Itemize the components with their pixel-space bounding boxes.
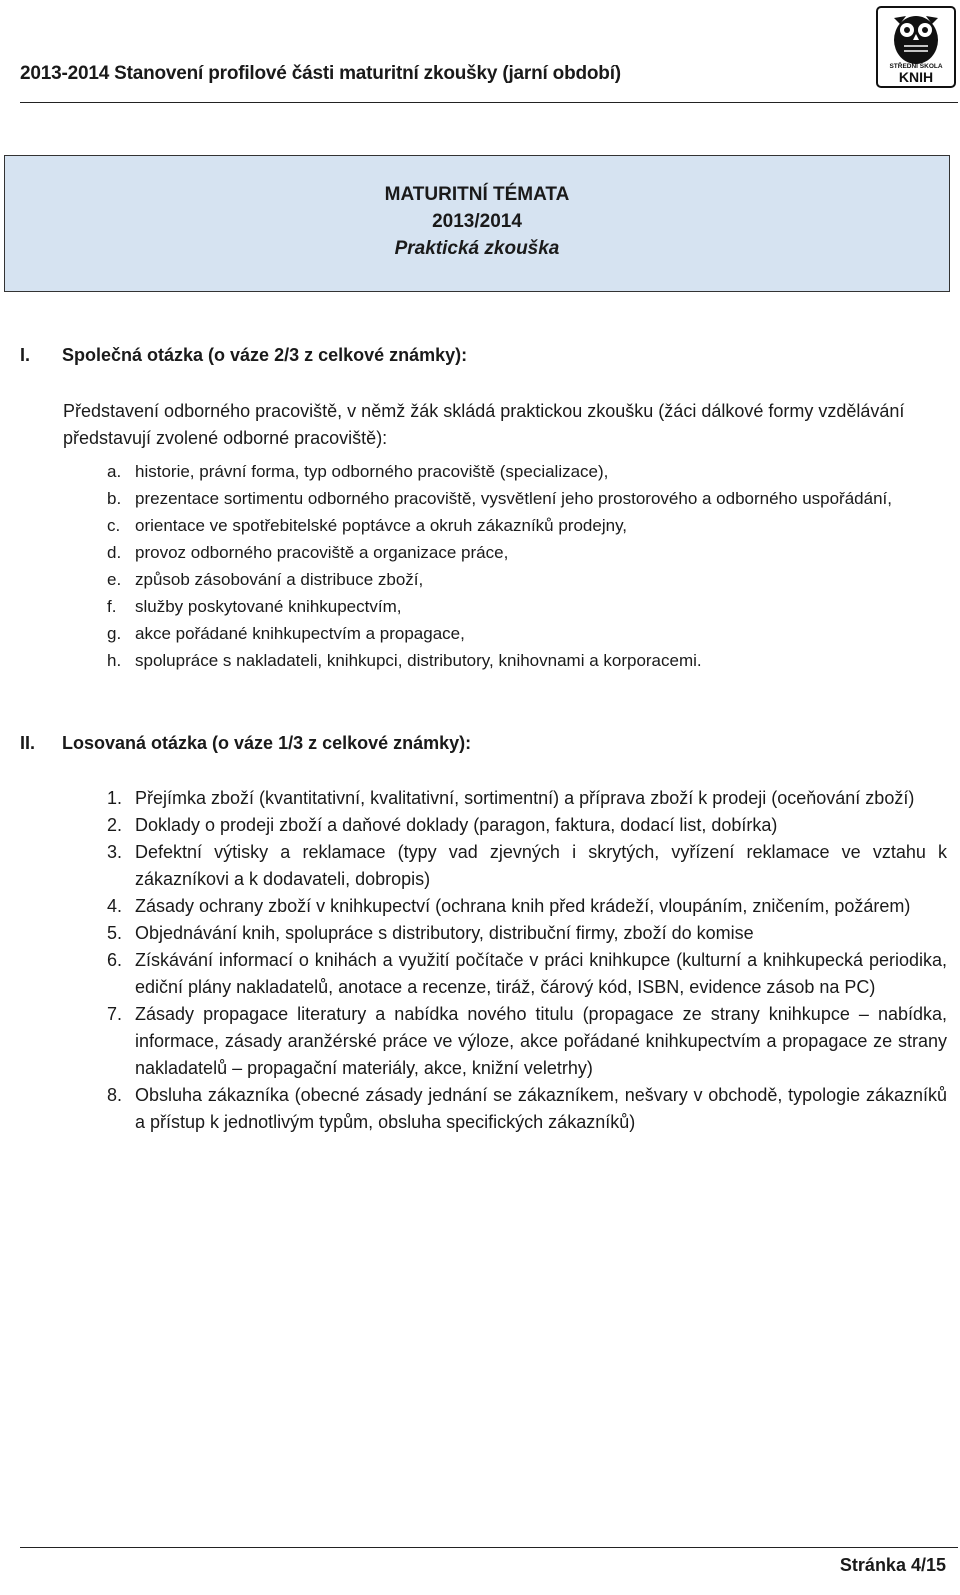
header-title: 2013-2014 Stanovení profilové části maturitní zkoušky (jarní období) — [20, 63, 621, 84]
list-item: d. provoz odborného pracoviště a organizace práce, — [107, 543, 509, 562]
title-line-1: MATURITNÍ TÉMATA — [384, 184, 570, 205]
title-line-3: Praktická zkouška — [394, 238, 560, 259]
section-1-list — [107, 458, 947, 674]
section-2-heading — [20, 733, 471, 754]
section-2-title: Losovaná otázka (o váze 1/3 z celkové známky): — [62, 733, 472, 753]
list-item: e. způsob zásobování a distribuce zboží, — [107, 570, 424, 589]
list-item: 4. Zásady ochrany zboží v knihkupectví (ochrana knih před krádeží, vloupáním, zničením, požárem) — [107, 896, 911, 916]
list-item: 6. Získávání informací o knihách a využití počítače v práci knihkupce (kulturní a knihkupecká periodika, ediční plány nakladatelů, anotace a recenze, tiráž, čárový kód, ISBN, evidence zásob na PC) — [107, 950, 947, 997]
logo-text-main: KNIH — [898, 69, 934, 85]
list-item: 8. Obsluha zákazníka (obecné zásady jednání se zákazníkem, nešvary v obchodě, typologie zákazníků a přístup k jednotlivým typům, obsluha specifických zákazníků) — [107, 1085, 947, 1132]
section-2-list — [107, 785, 947, 1136]
page-header — [20, 0, 958, 103]
page-number: Stránka 4/15 — [839, 1555, 946, 1575]
list-item: 7. Zásady propagace literatury a nabídka nového titulu (propagace ze strany knihkupce – nabídka, informace, zásady aranžérské práce ve výloze, akce pořádané knihkupectvím a propagace ze strany nakladatelů – propagační materiály, akce, knižní veletrhy) — [107, 1004, 947, 1078]
section-1-numeral: I. — [20, 345, 31, 365]
title-line-2: 2013/2014 — [432, 211, 522, 232]
logo-text-top: STŘEDNÍ ŠKOLA — [889, 63, 943, 70]
section-1-heading — [20, 345, 467, 366]
list-item: 2. Doklady o prodeji zboží a daňové doklady (paragon, faktura, dodací list, dobírka) — [107, 815, 778, 835]
list-item: f. služby poskytované knihkupectvím, — [107, 597, 402, 616]
list-item: h. spolupráce s nakladateli, knihkupci, distributory, knihovnami a korporacemi. — [107, 651, 702, 670]
section-1-intro: Představení odborného pracoviště, v němž žák skládá praktickou zkoušku (žáci dálkové formy vzdělávání představují zvolené odborné pracoviště): — [63, 401, 905, 448]
list-item: 3. Defektní výtisky a reklamace (typy vad zjevných i skrytých, vyřízení reklamace ve vztahu k zákazníkovi a k dodavateli, dobropis) — [107, 842, 947, 889]
list-item: c. orientace ve spotřebitelské poptávce a okruh zákazníků prodejny, — [107, 516, 628, 535]
list-item: a. historie, právní forma, typ odborného pracoviště (specializace), — [107, 462, 609, 481]
list-item: 1. Přejímka zboží (kvantitativní, kvalitativní, sortimentní) a příprava zboží k prodeji (oceňování zboží) — [107, 788, 915, 808]
list-item: 5. Objednávání knih, spolupráce s distributory, distribuční firmy, zboží do komise — [107, 923, 754, 943]
footer-rule — [20, 1547, 958, 1548]
list-item: g. akce pořádané knihkupectvím a propagace, — [107, 624, 465, 643]
section-1-title: Společná otázka (o váze 2/3 z celkové známky): — [62, 345, 468, 365]
title-box — [4, 155, 950, 292]
school-logo-owl-icon — [876, 6, 956, 88]
section-2-numeral: II. — [20, 733, 36, 753]
list-item: b. prezentace sortimentu odborného pracoviště, vysvětlení jeho prostorového a odborného uspořádání, — [107, 489, 892, 508]
